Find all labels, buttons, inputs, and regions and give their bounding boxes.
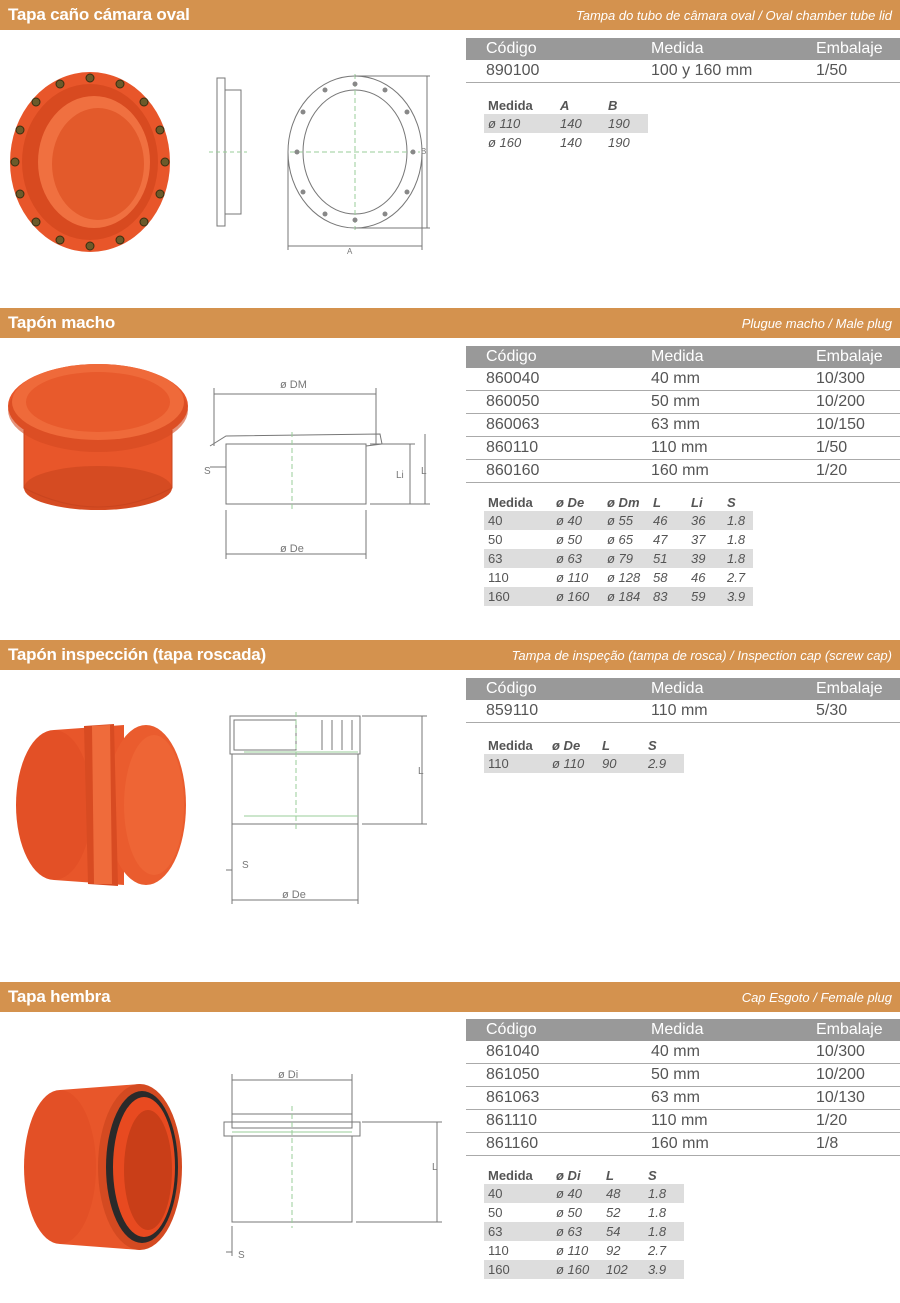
dim-header: L [602,737,610,753]
dim-cell: 190 [608,135,630,150]
dim-cell: 58 [653,570,668,585]
dim-cell: 50 [488,532,503,547]
dim-cell: 39 [687,549,723,568]
dim-cell: 110 [488,1243,509,1258]
female-plug-drawing [212,1066,442,1266]
col-header: Embalaje [796,38,900,60]
dim-cell: 50 [488,1205,503,1220]
product-code: 860160 [466,460,631,483]
dim-cell: ø 55 [603,511,649,530]
dim-cell: 1.8 [644,1184,684,1203]
dim-header: S [648,737,657,753]
product-size: 63 mm [631,1087,796,1110]
dimension-table [484,96,648,152]
section-header [0,982,900,1012]
dim-cell: 40 [484,1184,552,1203]
product-pack: 10/300 [796,1041,900,1064]
product-code: 861050 [466,1064,631,1087]
product-pack: 10/200 [796,1064,900,1087]
male-plug-drawing [200,374,440,564]
table-row [484,1184,684,1203]
dim-cell: 92 [606,1243,621,1258]
table-row [484,568,753,587]
dim-cell: 1.8 [727,532,746,547]
dim-cell: 54 [602,1222,644,1241]
dim-cell: ø 63 [552,1222,602,1241]
dim-cell: 110 [484,754,548,773]
oval-lid-side-drawing [205,72,250,232]
dim-cell: 190 [604,114,648,133]
product-size: 110 mm [631,437,796,460]
table-row [484,114,648,133]
dim-cell: ø 110 [548,754,598,773]
table-row [484,133,648,152]
dim-label-l: L [432,1162,438,1173]
col-header: Medida [631,346,796,368]
dim-cell: 140 [556,114,604,133]
dim-header: A [560,97,570,113]
dim-label-s: S [204,466,211,477]
dim-cell: ø 40 [552,1184,602,1203]
dim-header: B [608,97,618,113]
product-code: 861063 [466,1087,631,1110]
dim-cell: 46 [649,511,687,530]
dim-cell: 63 [484,549,552,568]
dim-cell: ø 128 [607,570,641,585]
product-size: 50 mm [631,391,796,414]
product-table [466,1019,900,1156]
product-code: 861110 [466,1110,631,1133]
section-title: Tapón macho [8,313,116,332]
product-pack: 1/20 [796,1110,900,1133]
section-oval-lid [0,0,900,300]
dim-header: Medida [488,737,533,753]
table-row [466,460,900,483]
dim-header: Medida [488,97,533,113]
dimension-table [484,736,684,773]
dim-header: L [606,1167,614,1183]
dim-label-a: A [347,247,353,256]
table-row [466,60,900,83]
dim-cell: 3.9 [723,587,753,606]
dim-label-b: B [421,147,427,156]
dimension-table [484,1166,684,1279]
dim-header: ø De [556,494,585,510]
dim-cell: 37 [691,532,706,547]
product-size: 160 mm [631,460,796,483]
product-pack: 1/50 [796,437,900,460]
table-row [484,587,753,606]
dim-header: Medida [488,494,533,510]
section-male-plug [0,308,900,638]
oval-lid-front-drawing [285,72,435,257]
section-subtitle: Cap Esgoto / Female plug [741,990,892,1005]
dim-cell: 51 [649,549,687,568]
dim-cell: 63 [484,1222,552,1241]
dim-cell: 2.9 [644,754,684,773]
dim-label-l: L [418,766,424,777]
dim-cell: 40 [484,511,552,530]
dim-header: L [653,494,661,510]
product-pack: 1/50 [796,60,900,83]
section-inspection-cap [0,640,900,980]
section-header [0,0,900,30]
dim-header: ø Di [556,1167,581,1183]
product-size: 100 y 160 mm [631,60,796,83]
section-subtitle: Tampa do tubo de câmara oval / Oval chamber tube lid [575,8,892,23]
product-pack: 10/300 [796,368,900,391]
section-header [0,308,900,338]
dim-header: ø Dm [607,494,640,510]
product-pack: 10/130 [796,1087,900,1110]
table-row [484,530,753,549]
dim-cell: 83 [649,587,687,606]
table-row [466,1110,900,1133]
dim-cell: 2.7 [648,1243,667,1258]
product-code: 860040 [466,368,631,391]
product-code: 859110 [466,700,631,723]
dim-cell: 59 [687,587,723,606]
product-code: 860110 [466,437,631,460]
product-pack: 10/150 [796,414,900,437]
section-female-plug [0,982,900,1303]
dim-label-dm: ø DM [280,379,307,391]
col-header: Código [466,678,631,700]
dim-header: Li [691,494,703,510]
dim-label-s: S [238,1250,245,1261]
dim-label-de: ø De [282,889,306,901]
section-title: Tapa caño cámara oval [8,5,190,24]
product-size: 110 mm [631,700,796,723]
product-size: 63 mm [631,414,796,437]
table-row [484,549,753,568]
dim-cell: ø 65 [607,532,634,547]
dim-cell: 36 [687,511,723,530]
male-plug-photo [6,358,191,523]
dim-cell: 102 [602,1260,644,1279]
dim-header: S [727,494,736,510]
table-row [466,1041,900,1064]
dim-cell: 1.8 [648,1205,667,1220]
dim-cell: 1.8 [644,1222,684,1241]
col-header: Código [466,38,631,60]
section-subtitle: Plugue macho / Male plug [741,316,892,331]
dim-cell: 47 [653,532,668,547]
dim-cell: 140 [560,135,582,150]
section-subtitle: Tampa de inspeção (tampa de rosca) / Inspection cap (screw cap) [511,648,892,663]
col-header: Medida [631,1019,796,1041]
product-size: 50 mm [631,1064,796,1087]
female-plug-photo [20,1082,185,1252]
dim-cell: ø 160 [488,135,522,150]
dim-cell: 160 [484,587,552,606]
col-header: Código [466,1019,631,1041]
product-table [466,346,900,483]
table-row [484,1222,684,1241]
dim-header: S [648,1167,657,1183]
product-size: 110 mm [631,1110,796,1133]
table-row [466,700,900,723]
dim-cell: ø 160 [552,587,603,606]
product-code: 860050 [466,391,631,414]
table-row [466,414,900,437]
dim-header: Medida [488,1167,533,1183]
product-code: 861040 [466,1041,631,1064]
dim-cell: 3.9 [644,1260,684,1279]
col-header: Medida [631,678,796,700]
product-size: 40 mm [631,368,796,391]
dim-cell: 90 [598,754,644,773]
table-row [466,368,900,391]
product-size: 40 mm [631,1041,796,1064]
product-pack: 10/200 [796,391,900,414]
table-row [466,1064,900,1087]
dim-cell: ø 50 [556,532,583,547]
dim-cell: 1.8 [723,549,753,568]
table-row [484,1260,684,1279]
dim-cell: ø 110 [556,1243,589,1258]
table-row [484,511,753,530]
table-row [466,391,900,414]
dim-cell: ø 63 [552,549,603,568]
dim-cell: ø 110 [484,114,556,133]
section-title: Tapa hembra [8,987,111,1006]
oval-lid-photo [8,70,173,255]
dim-label-s: S [242,860,249,871]
col-header: Código [466,346,631,368]
product-table [466,678,900,723]
section-title: Tapón inspección (tapa roscada) [8,645,266,664]
dim-label-di: ø Di [278,1069,299,1081]
dim-cell: ø 79 [603,549,649,568]
inspection-cap-drawing [222,712,437,907]
dim-cell: 48 [602,1184,644,1203]
col-header: Medida [631,38,796,60]
table-row [484,1241,684,1260]
product-table [466,38,900,83]
section-header [0,640,900,670]
dim-cell: ø 160 [552,1260,602,1279]
dimension-table [484,493,753,606]
inspection-cap-photo [14,720,189,890]
dim-cell: 52 [606,1205,621,1220]
dim-cell: ø 184 [603,587,649,606]
dim-cell: 2.7 [727,570,746,585]
table-row [466,437,900,460]
dim-cell: ø 40 [552,511,603,530]
dim-cell: 46 [691,570,706,585]
product-size: 160 mm [631,1133,796,1156]
product-code: 890100 [466,60,631,83]
col-header: Embalaje [796,346,900,368]
dim-label-de: ø De [280,543,304,555]
dim-cell: 1.8 [723,511,753,530]
dim-cell: 160 [484,1260,552,1279]
product-code: 860063 [466,414,631,437]
table-row [466,1087,900,1110]
dim-label-l: L [421,466,427,477]
table-row [466,1133,900,1156]
table-row [484,754,684,773]
product-code: 861160 [466,1133,631,1156]
dim-label-li: Li [396,470,404,481]
product-pack: 1/8 [796,1133,900,1156]
dim-header: ø De [552,737,581,753]
table-row [484,1203,684,1222]
dim-cell: ø 110 [556,570,589,585]
product-pack: 5/30 [796,700,900,723]
dim-cell: ø 50 [556,1205,583,1220]
product-pack: 1/20 [796,460,900,483]
col-header: Embalaje [796,678,900,700]
col-header: Embalaje [796,1019,900,1041]
dim-cell: 110 [488,570,509,585]
